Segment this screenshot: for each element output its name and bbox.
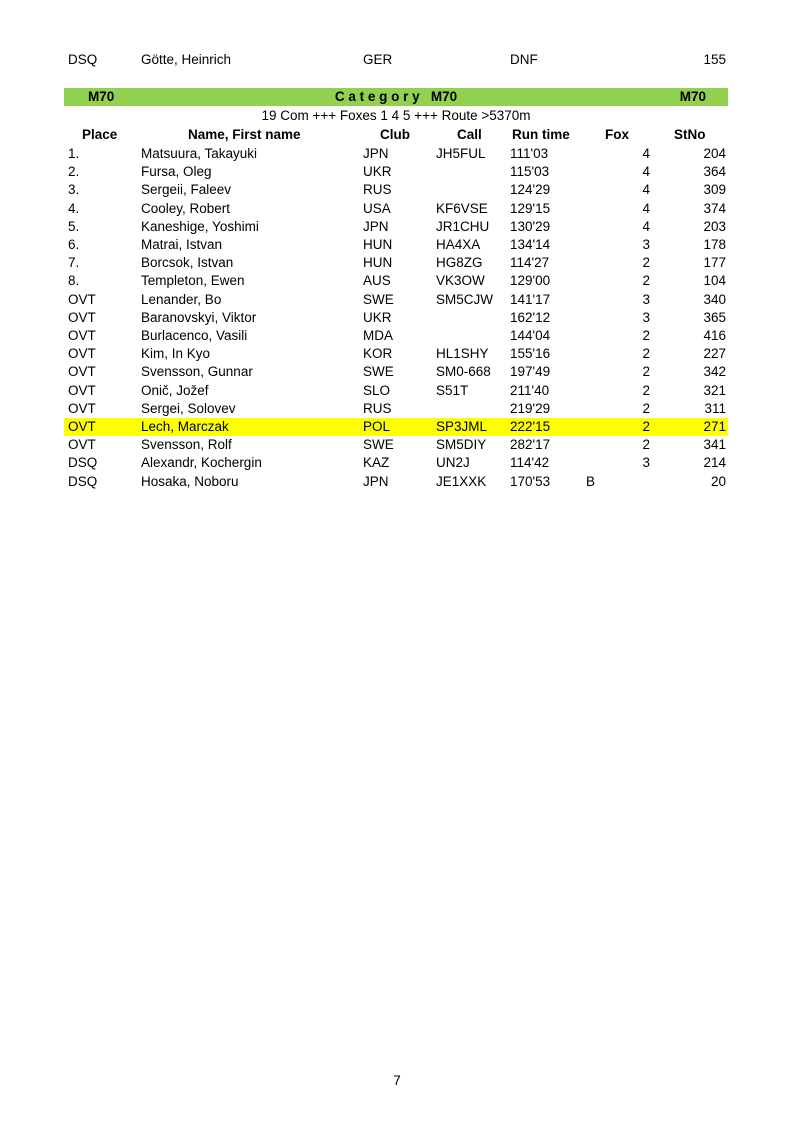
cell-run-time: 141'17 [510,291,551,307]
cell-name: Onič, Jožef [141,382,209,398]
cell-run-time: 222'15 [510,419,551,434]
table-row [64,163,728,181]
cell-name: Borcsok, Istvan [141,255,234,271]
table-row [64,345,728,363]
header-fox: Fox [605,127,630,142]
cell-stno: 342 [703,364,726,380]
cell-run-time: 197'49 [510,364,551,380]
cell-club: POL [363,419,391,434]
cell-name: Lech, Marczak [141,419,229,434]
cell-place: OVT [68,309,96,325]
cell-fox: 3 [642,455,650,471]
cell-stno: 104 [703,273,726,289]
cell-stno: 204 [703,146,726,161]
cell-fox: 2 [642,346,650,362]
cell-name: Baranovskyi, Viktor [141,309,257,325]
cell-fox: 4 [642,200,650,216]
cell-place: OVT [68,291,96,307]
category-title: C a t e g o r y M70 [334,89,458,104]
cell-stno: 341 [703,437,726,453]
cell-place: OVT [68,419,96,434]
cell-fox: 2 [642,328,650,343]
cell-fox: 2 [642,382,650,398]
prev-entry-place: DSQ [68,52,98,67]
cell-place: OVT [68,328,96,343]
cell-stno: 364 [703,164,726,180]
cell-club: RUS [363,182,392,198]
cell-call: UN2J [436,455,470,471]
table-row [64,363,728,381]
cell-club: MDA [363,328,393,343]
cell-call: S51T [436,382,469,398]
cell-fox: 2 [642,437,650,453]
cell-fox: 3 [642,237,650,252]
cell-name: Lenander, Bo [141,291,222,307]
cell-name: Svensson, Rolf [141,437,232,453]
prev-entry-row [64,51,728,69]
cell-place: 6. [68,237,80,252]
cell-club: UKR [363,164,392,180]
table-row [64,218,728,236]
cell-run-time: 219'29 [510,400,551,416]
cell-run-time: 162'12 [510,309,551,325]
cell-name: Alexandr, Kochergin [141,455,262,471]
cell-call: JR1CHU [436,218,490,234]
cell-call: JH5FUL [436,146,486,161]
cell-name: Matrai, Istvan [141,237,223,252]
header-call: Call [457,127,482,142]
cell-club: SWE [363,291,394,307]
cell-call: SM5CJW [436,291,493,307]
cell-stno: 311 [704,400,726,416]
cell-club: JPN [363,146,389,161]
cell-call: HL1SHY [436,346,489,362]
cell-place: 7. [68,255,80,271]
cell-club: JPN [363,473,389,489]
cell-stno: 365 [703,309,726,325]
cell-club: KOR [363,346,393,362]
table-row [64,418,728,436]
table-header [64,126,728,144]
cell-run-time: 129'00 [510,273,551,289]
cell-run-time: 111'03 [510,146,549,161]
cell-club: KAZ [363,455,390,471]
cell-place: OVT [68,346,96,362]
cell-fox: 2 [642,255,650,271]
category-bar [64,88,728,106]
cell-run-time: 282'17 [510,437,551,453]
cell-club: UKR [363,309,392,325]
cell-place: 4. [68,200,80,216]
cell-stno: 20 [710,473,726,489]
cell-name: Kaneshige, Yoshimi [141,218,259,234]
table-row [64,436,728,454]
cell-fox: 2 [642,419,650,434]
table-row [64,382,728,400]
table-row [64,309,728,327]
cell-place: OVT [68,437,96,453]
table-row [64,400,728,418]
cell-stno: 227 [703,346,726,362]
cell-name: Kim, In Kyo [141,346,211,362]
cell-run-time: 115'03 [510,164,550,180]
cell-call: HA4XA [436,237,481,252]
table-row [64,200,728,218]
cell-club: JPN [363,218,389,234]
cell-name: Sergeii, Faleev [141,182,232,198]
cell-place: DSQ [68,455,98,471]
table-row [64,145,728,163]
cell-stno: 374 [703,200,726,216]
cell-run-time: 130'29 [510,218,551,234]
table-row [64,272,728,290]
cell-stno: 177 [703,255,726,271]
cell-name: Svensson, Gunnar [141,364,253,380]
header-stno: StNo [674,127,706,142]
cell-club: SWE [363,437,394,453]
cell-stno: 178 [703,237,726,252]
cell-stno: 214 [703,455,726,471]
table-row [64,291,728,309]
cell-name: Sergei, Solovev [141,400,236,416]
cell-fox: 3 [642,291,650,307]
cell-club: HUN [363,255,393,271]
cell-club: USA [363,200,391,216]
cell-place: OVT [68,382,96,398]
cell-name: Templeton, Ewen [141,273,245,289]
cell-run-time: 144'04 [510,328,551,343]
cell-fox: 4 [642,146,650,161]
prev-entry-stno: 155 [703,52,726,67]
cell-run-time: 170'53 [510,473,551,489]
cell-place: DSQ [68,473,98,489]
cell-place: 2. [68,164,80,180]
cell-club: HUN [363,237,393,252]
cell-run-time: 155'16 [510,346,551,362]
header-place: Place [82,127,118,142]
prev-entry-run-time: DNF [510,52,538,67]
prev-entry-club: GER [363,52,393,67]
cell-run-time: 114'27 [510,255,550,271]
category-left-label: M70 [88,89,115,104]
cell-name: Fursa, Oleg [141,164,212,180]
cell-stno: 416 [703,328,726,343]
cell-stno: 203 [703,218,726,234]
cell-club: RUS [363,400,392,416]
table-row [64,254,728,272]
cell-fox: 4 [642,164,650,180]
cell-place: 3. [68,182,80,198]
cell-stno: 309 [703,182,726,198]
cell-call: VK3OW [436,273,485,289]
table-row [64,181,728,199]
cell-fox: 2 [642,273,650,289]
cell-stno: 321 [703,382,726,398]
cell-run-time: 211'40 [510,382,550,398]
cell-stno: 271 [703,419,726,434]
cell-run-time: 129'15 [510,200,551,216]
cell-call: SM5DIY [436,437,487,453]
cell-call: KF6VSE [436,200,488,216]
cell-call: HG8ZG [436,255,483,271]
cell-run-time: 114'42 [510,455,550,471]
cell-stno: 340 [703,291,726,307]
header-run-time: Run time [512,127,570,142]
cell-fox: 2 [642,400,650,416]
table-row [64,454,728,472]
cell-name: Cooley, Robert [141,200,231,216]
cell-run-time: 134'14 [510,237,551,252]
table-row [64,236,728,254]
cell-club: AUS [363,273,391,289]
header-club: Club [380,127,410,142]
category-subtitle: 19 Com +++ Foxes 1 4 5 +++ Route >5370m [261,108,531,123]
cell-name: Hosaka, Noboru [141,473,239,489]
cell-place: 1. [68,146,80,161]
cell-fox-note: B [586,473,596,489]
cell-fox: 3 [642,309,650,325]
prev-entry-name: Götte, Heinrich [141,52,232,67]
cell-call: JE1XXK [436,473,487,489]
cell-call: SM0-668 [436,364,491,380]
cell-call: SP3JML [436,419,488,434]
cell-fox: 2 [642,364,650,380]
header-name: Name, First name [188,127,301,142]
cell-place: 8. [68,273,80,289]
cell-place: OVT [68,364,96,380]
cell-fox: 4 [642,182,650,198]
cell-name: Matsuura, Takayuki [141,146,258,161]
category-right-label: M70 [679,89,706,104]
cell-fox: 4 [642,218,650,234]
table-row [64,327,728,345]
cell-run-time: 124'29 [510,182,551,198]
table-row [64,473,728,491]
page-number: 7 [393,1073,401,1088]
cell-club: SLO [363,382,391,398]
cell-name: Burlacenco, Vasili [141,328,248,343]
cell-place: 5. [68,218,80,234]
cell-club: SWE [363,364,394,380]
cell-place: OVT [68,400,96,416]
